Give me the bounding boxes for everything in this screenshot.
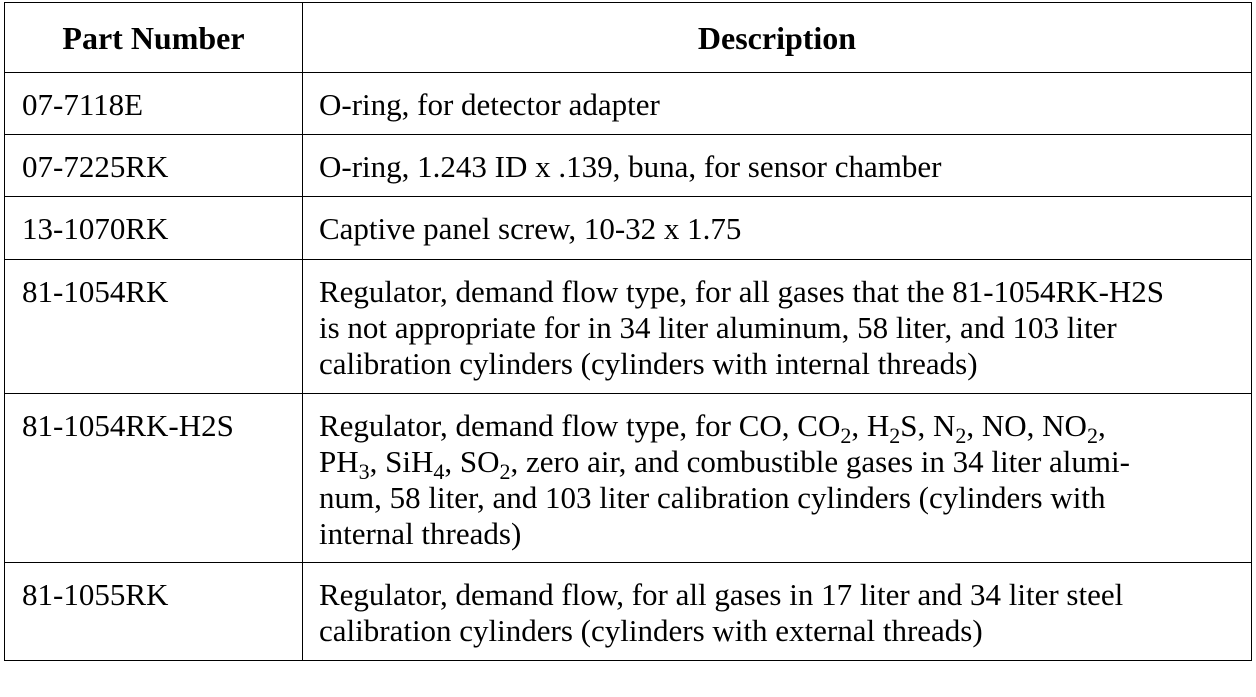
description-cell: O-ring, for detector adapter [303,73,1252,135]
table-row [5,563,1252,661]
description-line: calibration cylinders (cylinders with internal threads) [319,346,978,381]
subscript: 2 [955,423,967,448]
description-line: Regulator, demand flow, for all gases in 17 liter and 34 liter steel [319,577,1124,612]
description-cell: Captive panel screw, 10-32 x 1.75 [303,197,1252,260]
part-number-cell: 81-1055RK [5,563,303,661]
description-line: calibration cylinders (cylinders with external threads) [319,613,983,648]
description-cell [303,563,1252,661]
table-row [5,260,1252,394]
subscript: 3 [358,459,370,484]
part-number-cell: 07-7118E [5,73,303,135]
description-text: , H [851,408,890,443]
part-number-header: Part Number [5,3,303,73]
subscript: 2 [840,423,852,448]
table-row [5,394,1252,563]
description-cell [303,260,1252,394]
description-text: , zero air, and combustible gases in 34 liter alumi- [510,444,1130,479]
part-number-cell: 81-1054RK-H2S [5,394,303,563]
subscript: 4 [433,459,445,484]
description-text: , [1097,408,1106,443]
subscript: 2 [499,459,511,484]
description-text: PH [319,444,359,479]
description-cell: O-ring, 1.243 ID x .139, buna, for sensor chamber [303,135,1252,197]
description-text: num, 58 liter, and 103 liter calibration cylinders (cylinders with [319,480,1106,515]
table-row [5,197,1252,260]
description-text: Regulator, demand flow type, for CO, CO [319,408,841,443]
description-header: Description [303,3,1252,73]
subscript: 2 [1086,423,1098,448]
subscript: 2 [889,423,901,448]
table-header-row [5,3,1252,73]
table-row [5,73,1252,135]
part-number-cell: 81-1054RK [5,260,303,394]
description-text: , SO [444,444,500,479]
table-row [5,135,1252,197]
description-line: is not appropriate for in 34 liter aluminum, 58 liter, and 103 liter [319,310,1117,345]
part-number-cell: 07-7225RK [5,135,303,197]
part-number-cell: 13-1070RK [5,197,303,260]
description-text: S, N [900,408,956,443]
parts-table [4,2,1252,661]
description-cell [303,394,1252,563]
description-text: internal threads) [319,516,522,551]
description-line: Regulator, demand flow type, for all gases that the 81-1054RK-H2S [319,274,1165,309]
description-text: , SiH [369,444,434,479]
description-text: , NO, NO [966,408,1087,443]
